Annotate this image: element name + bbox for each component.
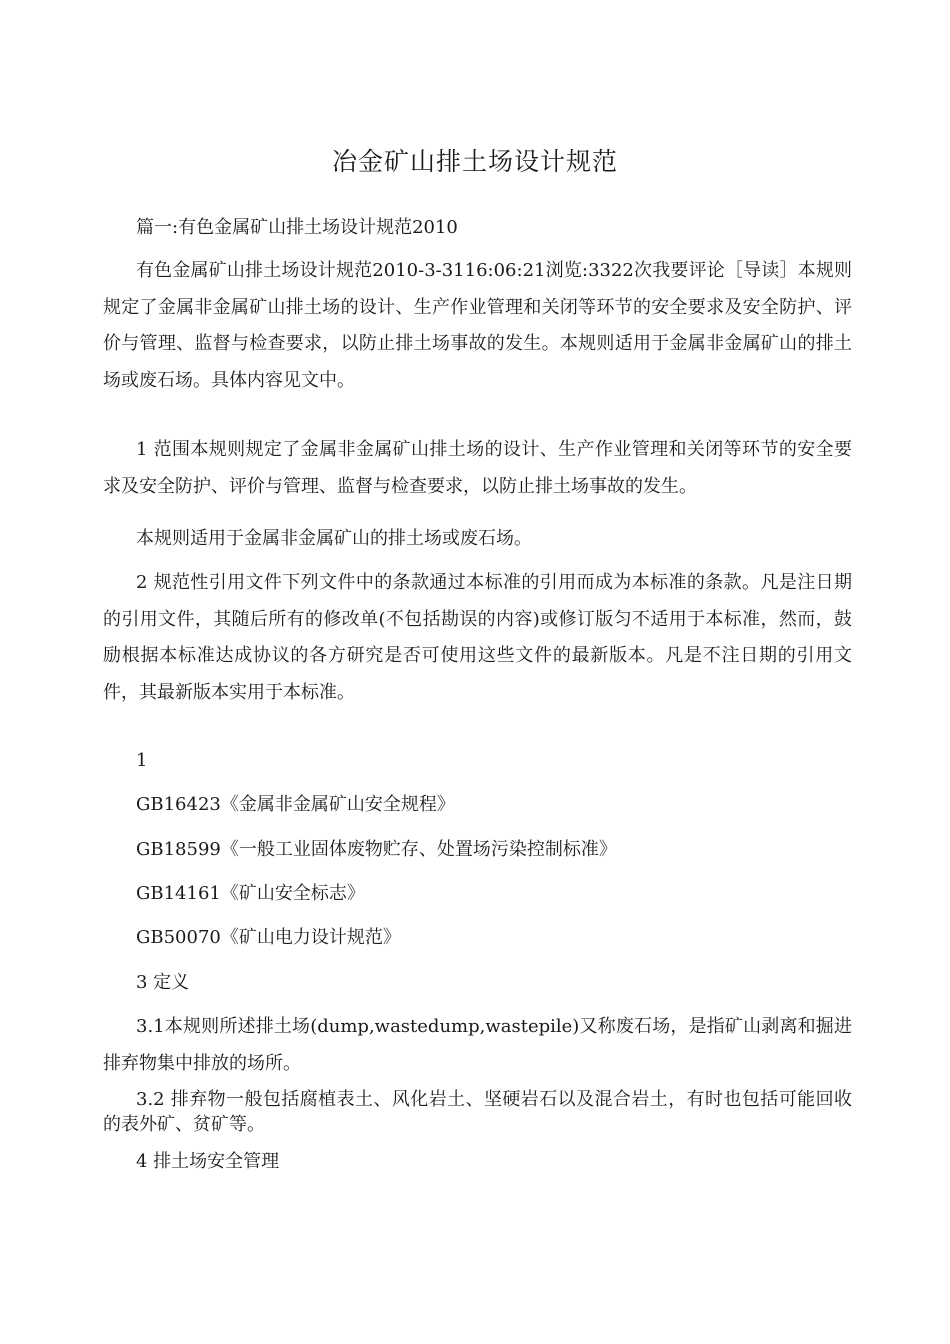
paragraph-intro: 有色金属矿山排土场设计规范2010-3-3116:06:21浏览:3322次我要评论［导读］本规则规定了金属非金属矿山排土场的设计、生产作业管理和关闭等环节的安全要求及安全防护、评价与管理、监督与检查要求，以防止排土场事故的发生。本规则适用于金属非金属矿山的排土场或废石场。具体内容见文中。 bbox=[103, 260, 852, 391]
reference-gb14161: GB14161《矿山安全标志》 bbox=[136, 883, 365, 904]
document-title: 冶金矿山排土场设计规范 bbox=[331, 147, 618, 176]
paragraph-scope: 1 范围本规则规定了金属非金属矿山排土场的设计、生产作业管理和关闭等环节的安全要求及安全防护、评价与管理、监督与检查要求，以防止排土场事故的发生。 bbox=[103, 439, 852, 497]
section-heading-definitions: 3 定义 bbox=[136, 972, 190, 993]
reference-gb16423: GB16423《金属非金属矿山安全规程》 bbox=[136, 794, 455, 815]
paragraph-definition-3-2: 3.2 排弃物一般包括腐植表土、风化岩土、坚硬岩石以及混合岩土，有时也包括可能回收的表外矿、贫矿等。 bbox=[103, 1089, 852, 1135]
section-heading-safety-management: 4 排土场安全管理 bbox=[136, 1151, 280, 1172]
reference-gb18599: GB18599《一般工业固体废物贮存、处置场污染控制标准》 bbox=[136, 839, 617, 860]
paragraph-normative-references: 2 规范性引用文件下列文件中的条款通过本标准的引用而成为本标准的条款。凡是注日期的引用文件，其随后所有的修改单(不包括勘误的内容)或修订版匀不适用于本标准，然而，鼓励根据本标准达成协议的各方研究是否可使用这些文件的最新版本。凡是不注日期的引用文件，其最新版本实用于本标准。 bbox=[103, 572, 852, 703]
paragraph-scope-applicability: 本规则适用于金属非金属矿山的排土场或废石场。 bbox=[136, 528, 532, 549]
paragraph-number: 1 bbox=[136, 750, 148, 771]
paragraph-definition-3-1: 3.1本规则所述排土场(dump,wastedump,wastepile)又称废石场，是指矿山剥离和掘进排弃物集中排放的场所。 bbox=[103, 1016, 852, 1074]
reference-gb50070: GB50070《矿山电力设计规范》 bbox=[136, 927, 401, 948]
paragraph-subtitle: 篇一:有色金属矿山排土场设计规范2010 bbox=[136, 217, 458, 238]
